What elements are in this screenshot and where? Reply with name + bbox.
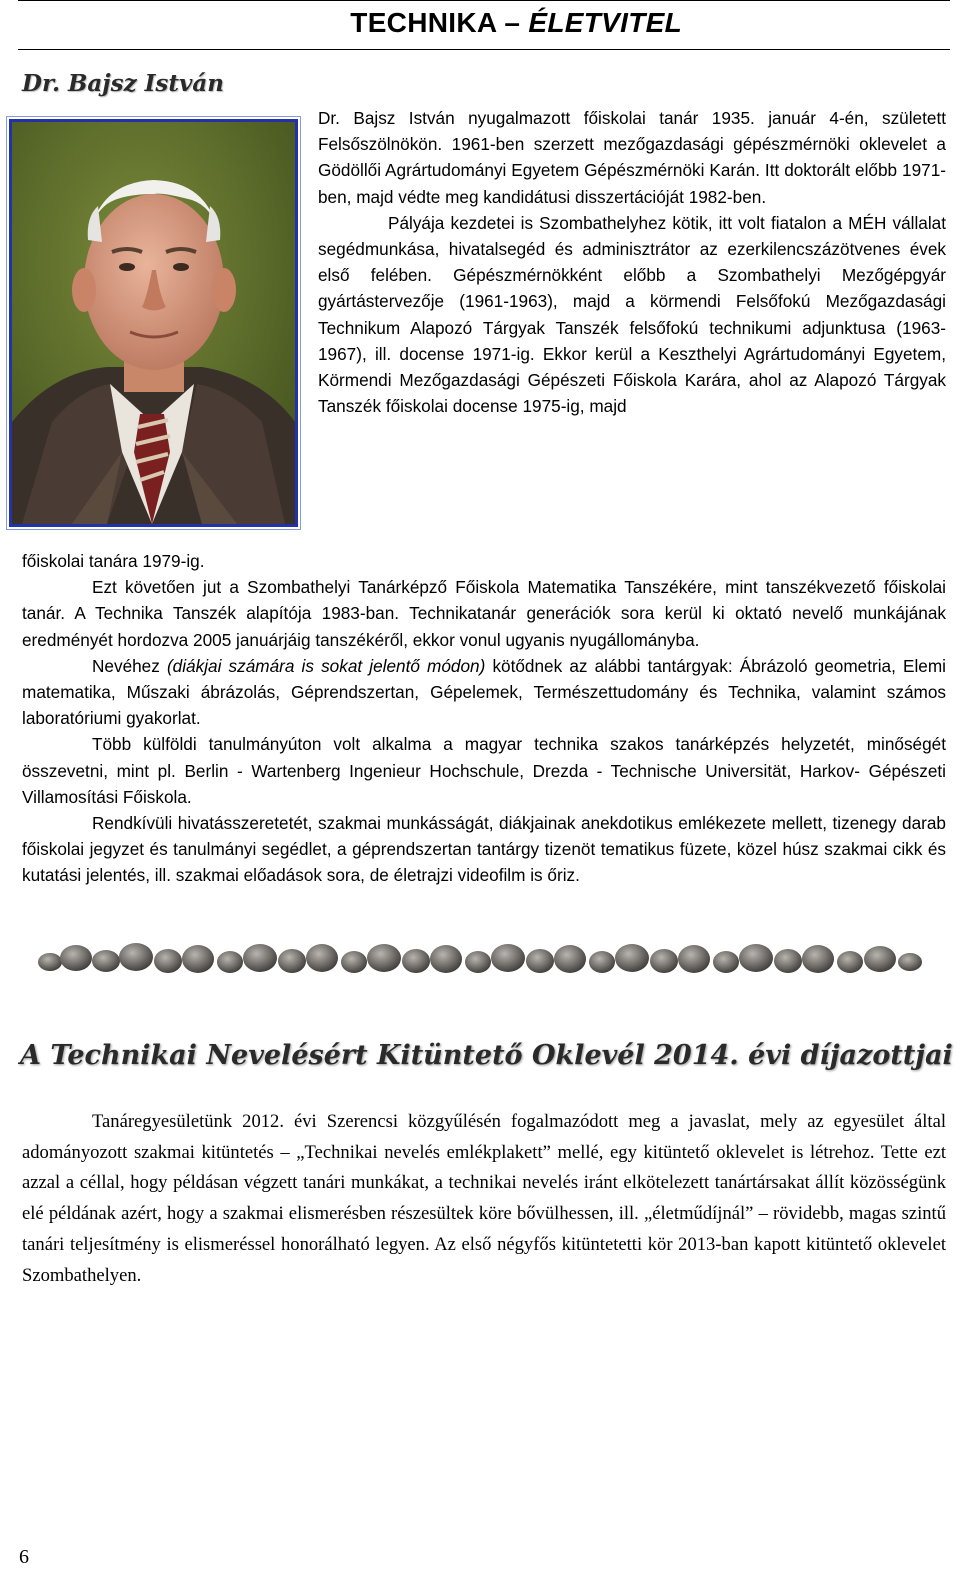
bio-text-beside-photo bbox=[318, 105, 946, 419]
bio-paragraph-4-end: kötődnek az alábbi tantárgyak: Ábrázoló geometria, Elemi matematika, Műszaki ábrázolás, Géprendszertan, Gépelemek, Természettudomány és Technika, valamint számos laboratóriumi gyakorlat. bbox=[22, 655, 946, 729]
page-header bbox=[18, 0, 950, 50]
header-title-technika: TECHNIKA bbox=[350, 7, 497, 38]
bio-paragraph-2: Pályája kezdetei is Szombathelyhez kötik, itt volt fiatalon a MÉH vállalat segédmunkása, hivatalsegéd és adminisztrátor az ezerkilencszázötvenes évek első felében. Gépészmérnökként előbb a Szombathelyi Mezőgépgyár gyártástervezője (1961-1963), majd a körmendi Felsőfokú Mezőgazdasági Technikum Alapozó Tárgyak Tanszék felsőfokú technikumi adjunktusa (1963-1967), ill. docense 1971-ig. Ekkor kerül a Keszthelyi Agrártudományi Egyetem, Körmendi Mezőgazdasági Gépészeti Főiskola Karára, ahol az Alapozó Tárgyak Tanszék főiskolai docense 1975-ig, majd bbox=[318, 212, 946, 417]
award-section-title: A Technikai Nevelésért Kitüntető Oklevél 2014. évi díjazottjai bbox=[20, 1040, 953, 1071]
bio-text-full-width bbox=[22, 548, 946, 889]
header-title bbox=[350, 7, 682, 39]
bio-paragraph-1: Dr. Bajsz István nyugalmazott főiskolai tanár 1935. január 4-én, született Felsőszölnökön. 1961-ben szerzett mezőgazdasági gépészmérnöki oklevelet a Gödöllői Agrártudományi Egyetem Gépészmérnöki Karán. Itt doktorált előbb 1971-ben, majd védte meg kandidátusi disszertációját 1982-ben. bbox=[318, 108, 946, 207]
portrait-illustration bbox=[12, 122, 295, 524]
header-title-eletvitel: ÉLETVITEL bbox=[528, 7, 682, 38]
bio-paragraph-3: Ezt követően jut a Szombathelyi Tanárképző Főiskola Matematika Tanszékére, mint tanszékvezető főiskolai tanár. A Technika Tanszék alapítója 1983-ban. Technikatanár generációk sora kerül ki oktató nevelő munkájának eredményét hordozva 2005 januárjáig tanszékéről, ekkor vonul ugyanis nyugállományba. bbox=[22, 577, 946, 650]
bio-paragraph-4-start: Nevéhez bbox=[92, 655, 167, 676]
bio-paragraph-2-end: főiskolai tanára 1979-ig. bbox=[22, 551, 205, 571]
bio-paragraph-4 bbox=[22, 653, 946, 732]
award-paragraph: Tanáregyesületünk 2012. évi Szerencsi közgyűlésén fogalmazódott meg a javaslat, mely az egyesület által adományozott szakmai kitüntetés – „Technikai nevelés emlékplakett” mellé, egy kitüntető oklevelet is létrehoz. Tette ezt azzal a céllal, hogy példásan végzett tanári munkákat, a technikai nevelés iránt elkötelezett tanártársakat állít közösségünk elé példának azért, hogy a szakmai elismerésben részesültek köre bővülhessen, ill. „életműdíjnál” – rövidebb, magas szintű tanári teljesítmény is elismeréssel honorálható legyen. Az első négyfős kitüntetetti kör 2013-ban kapott kitüntető oklevelet Szombathelyen. bbox=[22, 1111, 946, 1286]
portrait-photo bbox=[9, 119, 298, 527]
pebble-divider bbox=[38, 938, 922, 980]
bio-paragraph-4-italic: (diákjai számára is sokat jelentő módon) bbox=[166, 655, 486, 676]
bio-paragraph-6: Rendkívüli hivatásszeretetét, szakmai munkásságát, diákjainak anekdotikus emlékezete mellett, tizenegy darab főiskolai jegyzet és tanulmányi segédlet, a géprendszertan tantárgy tizenöt tematikus füzete, közel húsz szakmai cikk és kutatási jelentés, ill. szakmai előadások sora, de életrajzi videofilm is őriz. bbox=[22, 813, 946, 886]
bio-paragraph-5: Több külföldi tanulmányúton volt alkalma a magyar technika szakos tanárképzés helyzetét, minőségét összevetni, mint pl. Berlin - Wartenberg Ingenieur Hochschule, Drezda - Technische Universität, Harkov- Gépészeti Villamosítási Főiskola. bbox=[22, 734, 946, 807]
page-number: 6 bbox=[19, 1546, 29, 1568]
author-heading: Dr. Bajsz István bbox=[22, 70, 224, 97]
header-title-dash: – bbox=[504, 7, 521, 38]
